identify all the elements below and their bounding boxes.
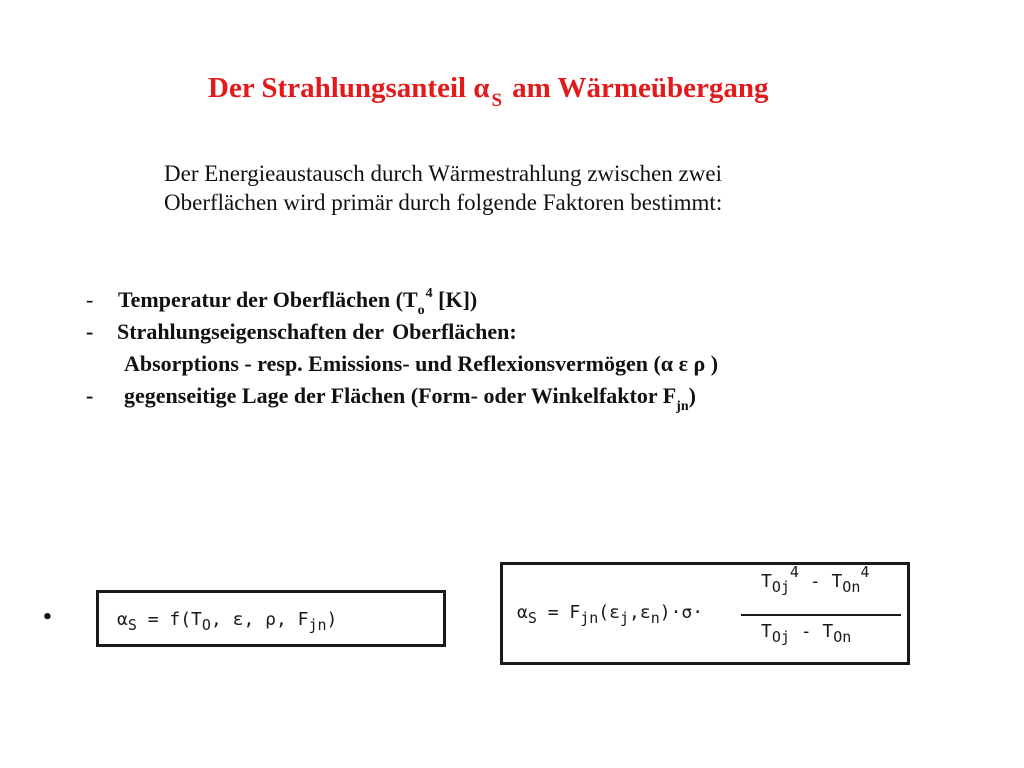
list-dash: - bbox=[86, 287, 94, 312]
numerator-minus: - T bbox=[798, 571, 843, 592]
intro-line-1: Der Energieaustausch durch Wärmestrahlung zwischen zwei bbox=[164, 161, 722, 186]
title-subscript: S bbox=[491, 90, 503, 111]
formula-alpha-sub: S bbox=[127, 616, 137, 634]
fraction-bar bbox=[741, 614, 901, 616]
factor-radiation-text bbox=[117, 316, 517, 348]
factor-geometry-label: gegenseitige Lage der Flächen (Form- oder Winkelfaktor F bbox=[124, 383, 677, 408]
formula-equation-box bbox=[500, 562, 910, 665]
formula-part: ,ε bbox=[629, 602, 651, 623]
formula-numerator bbox=[761, 563, 870, 596]
geometry-close: ) bbox=[688, 383, 696, 408]
bullet-marker: • bbox=[42, 607, 53, 628]
formula-f-sub: jn bbox=[580, 609, 599, 627]
formula-t-sub: O bbox=[201, 616, 211, 634]
factor-radiation-label: Strahlungseigenschaften der bbox=[117, 319, 385, 344]
formula-alpha: α bbox=[517, 602, 528, 623]
numerator-t1-sup: 4 bbox=[789, 563, 799, 581]
slide-title bbox=[208, 72, 769, 111]
formula-function-box bbox=[96, 590, 446, 647]
denominator-t1-sub: Oj bbox=[771, 628, 790, 646]
factor-temperature-label: Temperatur der Oberflächen (T bbox=[118, 287, 418, 312]
list-dash: - bbox=[86, 319, 94, 344]
formula-part: , ε, ρ, F bbox=[210, 609, 309, 630]
denominator-t2-sub: On bbox=[833, 628, 852, 646]
formula-part: (ε bbox=[598, 602, 620, 623]
intro-paragraph bbox=[164, 159, 722, 217]
formula-denominator bbox=[761, 621, 852, 646]
temperature-unit: [K]) bbox=[432, 287, 478, 312]
denominator-t1: T bbox=[761, 621, 772, 642]
intro-line-2: Oberflächen wird primär durch folgende Faktoren bestimmt: bbox=[164, 190, 723, 215]
list-dash: - bbox=[86, 383, 94, 408]
formula-part: ) bbox=[326, 609, 338, 630]
formula-part: )·σ· bbox=[659, 602, 704, 623]
title-main: Der Strahlungsanteil α bbox=[208, 72, 490, 104]
numerator-t1: T bbox=[761, 571, 772, 592]
numerator-t2-sup: 4 bbox=[860, 563, 870, 581]
factor-geometry-text bbox=[124, 380, 696, 416]
geometry-subscript: jn bbox=[676, 399, 689, 414]
temperature-subscript: o bbox=[417, 303, 425, 318]
title-rest: am Wärmeübergang bbox=[512, 72, 769, 104]
temperature-superscript: 4 bbox=[425, 286, 433, 301]
formula-function bbox=[117, 609, 338, 634]
formula-e1-sub: j bbox=[619, 609, 630, 627]
denominator-minus: - T bbox=[789, 621, 834, 642]
formula-f-sub: jn bbox=[308, 616, 327, 634]
formula-alpha: α bbox=[117, 609, 128, 630]
numerator-t1-sub: Oj bbox=[771, 578, 790, 596]
factor-radiation-detail-text: Absorptions - resp. Emissions- und Reflexionsvermögen (α ε ρ ) bbox=[124, 351, 719, 376]
formula-equation-lhs bbox=[517, 602, 704, 627]
formula-part: = F bbox=[536, 602, 581, 623]
numerator-t2-sub: On bbox=[842, 578, 861, 596]
formula-alpha-sub: S bbox=[527, 609, 537, 627]
factor-radiation-label-2: Oberflächen: bbox=[392, 319, 517, 344]
factor-temperature-text bbox=[118, 284, 477, 320]
formula-part: = f(T bbox=[136, 609, 202, 630]
formula-e2-sub: n bbox=[650, 609, 660, 627]
